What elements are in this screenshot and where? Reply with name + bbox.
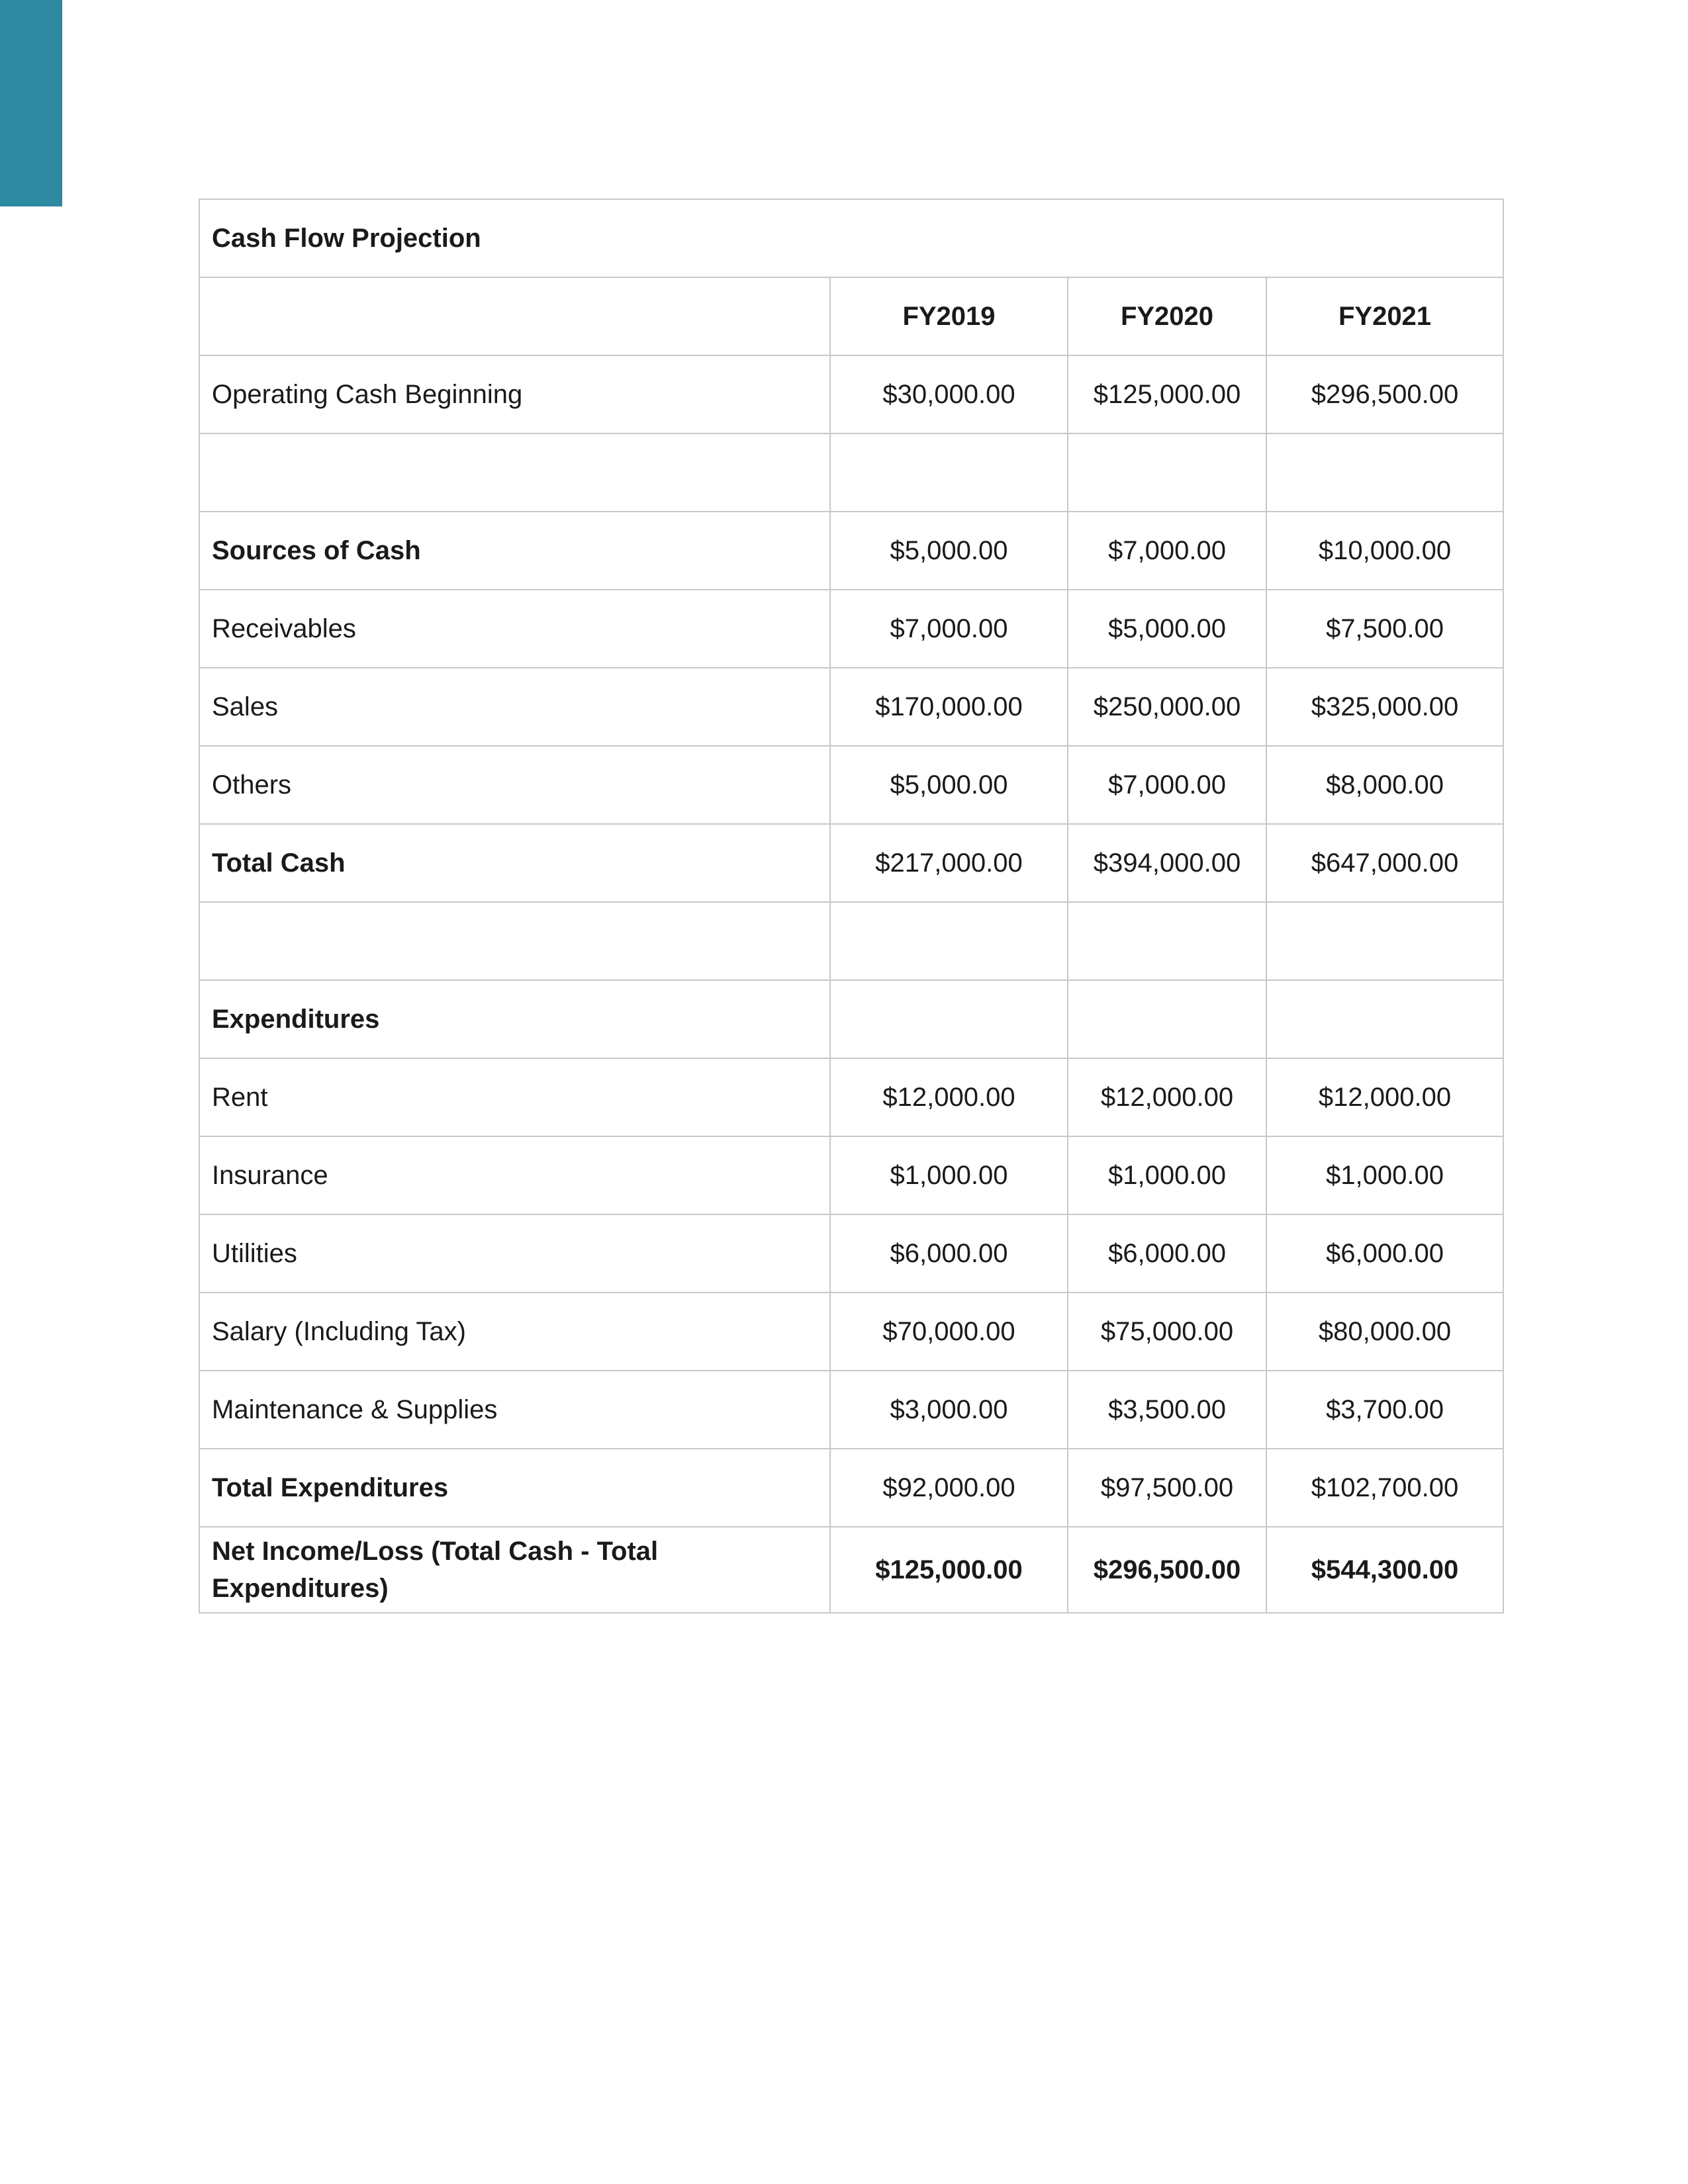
cell-value xyxy=(1266,433,1503,512)
row-label: Utilities xyxy=(199,1214,830,1293)
row-label: Rent xyxy=(199,1058,830,1136)
cell-value: $296,500.00 xyxy=(1068,1527,1266,1613)
cell-value: $544,300.00 xyxy=(1266,1527,1503,1613)
cell-value: $5,000.00 xyxy=(830,512,1068,590)
cell-value: $8,000.00 xyxy=(1266,746,1503,824)
table-row xyxy=(199,1293,1503,1371)
cell-value: $3,500.00 xyxy=(1068,1371,1266,1449)
table-title-row xyxy=(199,199,1503,277)
row-label: Operating Cash Beginning xyxy=(199,355,830,433)
column-header: FY2020 xyxy=(1068,277,1266,355)
row-label: Maintenance & Supplies xyxy=(199,1371,830,1449)
cell-value xyxy=(1068,902,1266,980)
cell-value: $1,000.00 xyxy=(1266,1136,1503,1214)
row-label: Receivables xyxy=(199,590,830,668)
cell-value: $125,000.00 xyxy=(830,1527,1068,1613)
cell-value: $10,000.00 xyxy=(1266,512,1503,590)
row-label xyxy=(199,902,830,980)
row-label: Sources of Cash xyxy=(199,512,830,590)
row-label: Sales xyxy=(199,668,830,746)
row-label: Others xyxy=(199,746,830,824)
row-label: Expenditures xyxy=(199,980,830,1058)
cell-value: $12,000.00 xyxy=(1266,1058,1503,1136)
table-row xyxy=(199,512,1503,590)
cell-value: $296,500.00 xyxy=(1266,355,1503,433)
cell-value xyxy=(1266,980,1503,1058)
table-header-row xyxy=(199,277,1503,355)
cell-value: $80,000.00 xyxy=(1266,1293,1503,1371)
cell-value: $6,000.00 xyxy=(1068,1214,1266,1293)
column-header: FY2021 xyxy=(1266,277,1503,355)
cell-value: $92,000.00 xyxy=(830,1449,1068,1527)
cell-value: $30,000.00 xyxy=(830,355,1068,433)
table-row xyxy=(199,902,1503,980)
cell-value: $5,000.00 xyxy=(830,746,1068,824)
cell-value xyxy=(830,433,1068,512)
accent-bar xyxy=(0,0,62,206)
cell-value: $12,000.00 xyxy=(830,1058,1068,1136)
cell-value: $102,700.00 xyxy=(1266,1449,1503,1527)
cell-value: $6,000.00 xyxy=(830,1214,1068,1293)
cell-value: $250,000.00 xyxy=(1068,668,1266,746)
cell-value: $7,500.00 xyxy=(1266,590,1503,668)
table-row xyxy=(199,668,1503,746)
table-row xyxy=(199,1058,1503,1136)
cell-value: $394,000.00 xyxy=(1068,824,1266,902)
table-row xyxy=(199,1527,1503,1613)
cell-value: $7,000.00 xyxy=(1068,746,1266,824)
cell-value: $3,700.00 xyxy=(1266,1371,1503,1449)
cell-value: $5,000.00 xyxy=(1068,590,1266,668)
cell-value: $3,000.00 xyxy=(830,1371,1068,1449)
cell-value xyxy=(830,980,1068,1058)
cell-value: $325,000.00 xyxy=(1266,668,1503,746)
cell-value: $647,000.00 xyxy=(1266,824,1503,902)
table-row xyxy=(199,824,1503,902)
cell-value: $1,000.00 xyxy=(830,1136,1068,1214)
cell-value xyxy=(1266,902,1503,980)
cell-value: $170,000.00 xyxy=(830,668,1068,746)
table-row xyxy=(199,355,1503,433)
table-row xyxy=(199,433,1503,512)
cell-value: $70,000.00 xyxy=(830,1293,1068,1371)
table-row xyxy=(199,1449,1503,1527)
cell-value: $125,000.00 xyxy=(1068,355,1266,433)
row-label: Net Income/Loss (Total Cash - Total Expenditures) xyxy=(199,1527,830,1613)
cell-value: $7,000.00 xyxy=(1068,512,1266,590)
cell-value: $12,000.00 xyxy=(1068,1058,1266,1136)
cell-value xyxy=(830,902,1068,980)
cell-value xyxy=(1068,433,1266,512)
header-empty-cell xyxy=(199,277,830,355)
cell-value: $7,000.00 xyxy=(830,590,1068,668)
cash-flow-table xyxy=(199,199,1504,1614)
table-row xyxy=(199,746,1503,824)
row-label xyxy=(199,433,830,512)
cell-value: $1,000.00 xyxy=(1068,1136,1266,1214)
table-row xyxy=(199,1136,1503,1214)
cell-value: $6,000.00 xyxy=(1266,1214,1503,1293)
column-header: FY2019 xyxy=(830,277,1068,355)
row-label: Salary (Including Tax) xyxy=(199,1293,830,1371)
row-label: Total Cash xyxy=(199,824,830,902)
cell-value: $217,000.00 xyxy=(830,824,1068,902)
cell-value: $97,500.00 xyxy=(1068,1449,1266,1527)
table-row xyxy=(199,1214,1503,1293)
table-row xyxy=(199,980,1503,1058)
table-row xyxy=(199,590,1503,668)
cell-value xyxy=(1068,980,1266,1058)
table-row xyxy=(199,1371,1503,1449)
cell-value: $75,000.00 xyxy=(1068,1293,1266,1371)
table-title: Cash Flow Projection xyxy=(199,199,1503,277)
row-label: Total Expenditures xyxy=(199,1449,830,1527)
row-label: Insurance xyxy=(199,1136,830,1214)
